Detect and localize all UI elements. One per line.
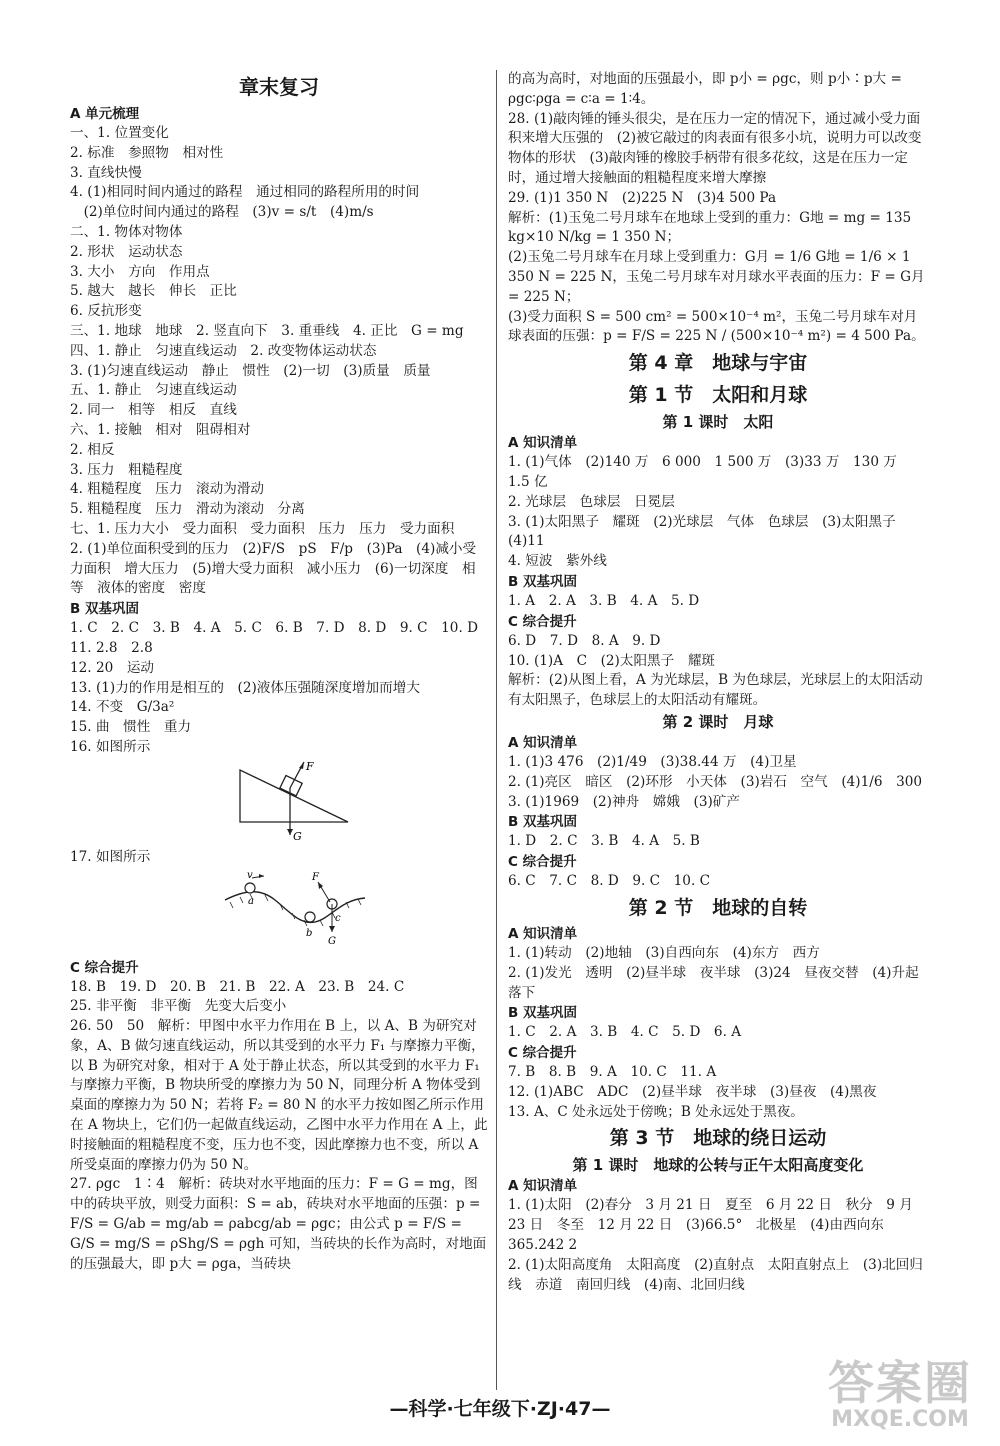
answer-line: 1. (1)3 476 (2)1/49 (3)38.44 万 (4)卫星 [508,753,797,770]
section-heading: B 双基巩固 [70,601,139,618]
answer-line: 1. (1)气体 (2)140 万 6 000 1 500 万 (3)33 万 130 万 1.5 亿 [508,454,911,490]
answer-line: 2. (1)发光 透明 (2)昼半球 夜半球 (3)24 昼夜交替 (4)升起 落下 [508,964,933,1001]
answer-line: 2. 相反 [70,441,115,458]
answer-line: 18. B 19. D 20. B 21. B 22. A 23. B 24. C [70,978,405,995]
section-heading: A 知识清单 [508,435,578,452]
answer-line: 2. 同一 相等 相反 直线 [70,402,237,419]
answer-line: 12. (1)ABC ADC (2)昼半球 夜半球 (3)昼夜 (4)黑夜 [508,1083,877,1100]
answer-line: 27. ρgc 1∶4 解析：砖块对水平地面的压力：F = G = mg，图中的砖块平放，则受力面积：S = ab，砖块对水平地面的压强：p = F/S = G/ab = mg/ab = ρabcg/ab = ρgc；由公式 p = F/S = G/S = mg/S = ρShg/S = ρgh 可知，当砖块的长作为高时，对地面的压强最大，即 p大 = ρga，当砖块 [70,1176,487,1272]
answer-line: 4. (1)相同时间内通过的路程 通过相同的路程所用的时间 [70,184,420,201]
lesson-heading: 第 2 课时 月球 [662,712,774,731]
gravity-label: G [293,829,302,840]
watermark-brand: 答案圈 [828,1356,972,1410]
section-heading: C 综合提升 [508,613,577,630]
chapter-heading: 第 4 章 地球与宇宙 [628,352,808,375]
section-heading: A 知识清单 [508,734,578,751]
right-column [508,70,933,1295]
answer-line: 4. 粗糙程度 压力 滚动为滑动 [70,481,265,498]
answer-line: 26. 50 50 解析：甲图中水平力作用在 B 上，以 A、B 为研究对象，A、B 做匀速直线运动，所以其受到的水平力 F₁ 与摩擦力平衡，以 B 为研究对象，相对于 A 处于静止状态，所以其受到的水平力 F₁ 与摩擦力平衡，B 物块所受的摩擦力为 50 N，同理分析 A 物体受到桌面的摩擦力为 50 N；若将 F₂ = 80 N 的水平力按如图乙所示作用在 A 物块上，它们仍一起做直线运动，乙图中水平力作用在 A 上，此时接触面的粗糙程度不变，压力也不变，因此摩擦力也不变，所以 A 所受桌面的摩擦力仍为 50 N。 [70,1018,488,1173]
answer-line: 14. 不变 G/3a² [70,699,175,716]
section-heading: A 知识清单 [508,925,578,942]
answer-line: 1. C 2. C 3. B 4. A 5. C 6. B 7. D 8. D 9. C 10. D [70,620,478,637]
answer-line: 15. 曲 惯性 重力 [70,719,192,736]
answer-line: 4. 短波 紫外线 [508,553,607,570]
answer-line: (3)受力面积 S = 500 cm² = 500×10⁻⁴ m²，玉兔二号月球车对月球表面的压强：p = F/S = 225 N / (500×10⁻⁴ m²) = 4 500 Pa。 [508,308,925,345]
answer-line: 29. (1)1 350 N (2)225 N (3)4 500 Pa [508,189,777,206]
column-divider [496,70,497,1390]
watermark-url: MXQE.COM [831,1407,969,1432]
answer-line: 2. (1)亮区 暗区 (2)环形 小天体 (3)岩石 空气 (4)1/6 300 [508,773,923,790]
answer-line: 解析：(2)从图上看，A 为光球层，B 为色球层，光球层上的太阳活动有太阳黑子，色球层上的太阳活动有耀斑。 [508,672,923,709]
g-label: G [328,935,336,947]
answer-line: 1. C 2. A 3. B 4. C 5. D 6. A [508,1024,742,1041]
answer-line: 3. 直线快慢 [70,164,142,181]
answer-line: 5. 粗糙程度 压力 滑动为滚动 分离 [70,501,305,518]
answer-line: 5. 越大 越长 伸长 正比 [70,283,237,300]
lesson-heading: 第 1 课时 地球的公转与正午太阳高度变化 [572,1156,864,1175]
answer-line: 2. 标准 参照物 相对性 [70,144,224,161]
answer-line: 17. 如图所示 [70,848,151,865]
answer-line: 1. (1)转动 (2)地轴 (3)自西向东 (4)东方 西方 [508,944,820,961]
answer-line: 三、1. 地球 地球 2. 竖直向下 3. 重垂线 4. 正比 G = mg [70,322,464,339]
answer-line: 1. (1)太阳 (2)春分 3 月 21 日 夏至 6 月 22 日 秋分 9 月 23 日 冬至 12 月 22 日 (3)66.5° 北极星 (4)由西向东 365.242 2 [508,1197,913,1254]
f-label: F [312,871,319,883]
answer-line: 五、1. 静止 匀速直线运动 [70,382,237,399]
incline-diagram [230,760,360,840]
watermark [810,1358,990,1432]
answer-line: 2. (1)单位面积受到的压力 (2)F/S pS F/p (3)Pa (4)减小受力面积 增大压力 (5)增大受力面积 减小压力 (6)一切深度 相等 液体的密度 密度 [70,540,477,597]
answer-line: 一、1. 位置变化 [70,125,169,141]
chapter-heading: 第 1 节 太阳和月球 [628,384,808,407]
answer-line: 七、1. 压力大小 受力面积 受力面积 压力 压力 受力面积 [70,520,455,537]
answer-line: 的高为高时，对地面的压强最小，即 p小 = ρgc，则 p小∶p大 = ρgc∶ρga = c∶a = 1∶4。 [508,71,902,107]
answer-line: 1. D 2. C 3. B 4. A 5. B [508,833,700,850]
answer-line: 3. 大小 方向 作用点 [70,263,210,280]
force-label: F [306,759,314,773]
section-heading: B 双基巩固 [508,814,577,831]
b-label: b [306,927,313,939]
answer-line: 7. B 8. B 9. A 10. C 11. A [508,1064,717,1081]
section-heading: C 综合提升 [70,959,139,976]
page-footer: —科学·七年级下·ZJ·47— [389,1398,611,1420]
answer-line: 13. (1)力的作用是相互的 (2)液体压强随深度增加而增大 [70,679,420,696]
chapter-heading: 第 3 节 地球的绕日运动 [609,1127,827,1150]
answer-line: (2)玉兔二号月球车在月球上受到重力：G月 = 1/6 G地 = 1/6 × 1 350 N = 225 N，玉兔二号月球车对月球水平表面的压力：F = G月 = 225 N； [508,249,925,305]
answer-line: 3. (1)匀速直线运动 静止 惯性 (2)一切 (3)质量 质量 [70,362,431,379]
answer-line: 2. 光球层 色球层 日冕层 [508,493,675,510]
v-label: v [247,869,253,881]
answer-line: 25. 非平衡 非平衡 先变大后变小 [70,998,287,1015]
answer-line: (2)单位时间内通过的路程 (3)v = s/t (4)m/s [70,204,374,221]
wave-figure [70,870,488,954]
answer-line: 11. 2.8 2.8 [70,639,153,656]
answer-line: 2. (1)太阳高度角 太阳高度 (2)直射点 太阳直射点上 (3)北回归线 赤道 南回归线 (4)南、北回归线 [508,1256,923,1293]
answer-line: 1. A 2. A 3. B 4. A 5. D [508,592,700,609]
section-heading: C 综合提升 [508,1045,577,1062]
section-heading: A 单元梳理 [70,106,140,122]
chapter-heading: 第 2 节 地球的自转 [628,896,808,919]
answer-line: 二、1. 物体对物体 [70,223,183,240]
answer-line: 解析：(1)玉兔二号月球车在地球上受到的重力：G地 = mg = 135 kg×10 N/kg = 1 350 N； [508,209,912,246]
section-heading: B 双基巩固 [508,573,577,590]
answer-line: 13. A、C 处永远处于傍晚；B 处永远处于黑夜。 [508,1103,804,1120]
answer-line: 3. (1)1969 (2)神舟 嫦娥 (3)矿产 [508,793,740,810]
answer-line: 16. 如图所示 [70,738,151,755]
a-label: a [248,895,254,907]
answer-line: 六、1. 接触 相对 阻碍相对 [70,421,251,438]
answer-line: 6. D 7. D 8. A 9. D [508,632,661,649]
section-heading: A 知识清单 [508,1178,578,1195]
wave-diagram [220,870,370,950]
left-column [70,104,488,1274]
answer-line: 3. 压力 粗糙程度 [70,461,183,478]
answer-line: 10. (1)A C (2)太阳黑子 耀斑 [508,652,716,669]
section-heading: C 综合提升 [508,854,577,871]
answer-line: 四、1. 静止 匀速直线运动 2. 改变物体运动状态 [70,342,377,359]
incline-figure [70,760,488,844]
answer-line: 2. 形状 运动状态 [70,243,183,260]
answer-line: 12. 20 运动 [70,659,155,676]
answer-line: 6. C 7. C 8. D 9. C 10. C [508,873,710,890]
answer-line: 28. (1)敲肉锤的锤头很尖，是在压力一定的情况下，通过减小受力面积来增大压强的 (2)被它敲过的肉表面有很多小坑，说明力可以改变物体的形状 (3)敲肉锤的橡胶手柄带有很多花纹，这是在压力一定时，通过增大接触面的粗糙程度来增大摩擦 [508,110,922,186]
answer-line: 3. (1)太阳黑子 耀斑 (2)光球层 气体 色球层 (3)太阳黑子 (4)11 [508,513,910,550]
answer-line: 6. 反抗形变 [70,303,142,320]
lesson-heading: 第 1 课时 太阳 [662,413,774,432]
c-label: c [335,912,341,924]
section-heading: B 双基巩固 [508,1005,577,1022]
page-title: 章末复习 [239,75,319,99]
